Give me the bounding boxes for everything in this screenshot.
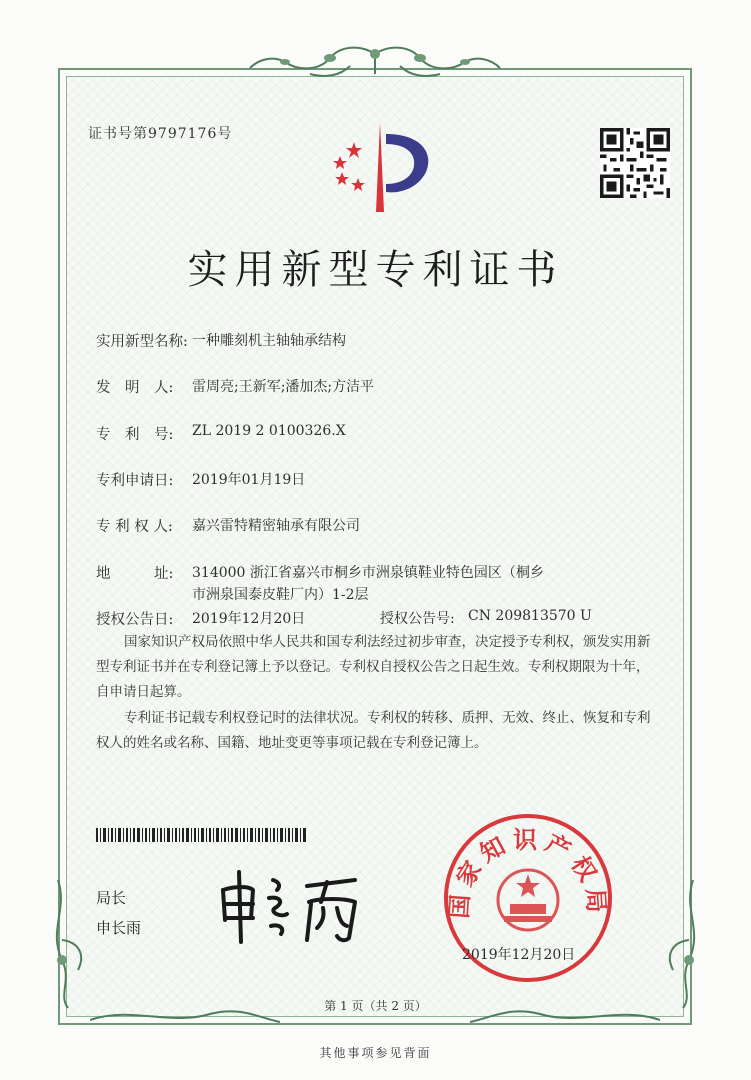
patent-office-logo-icon bbox=[322, 120, 440, 215]
legal-statement-text: 国家知识产权局依照中华人民共和国专利法经过初步审查，决定授予专利权，颁发实用新型专利证书并在专利登记簿上予以登记。专利权自授权公告之日起生效。专利权期限为十年，自申请日起算。 bbox=[96, 634, 651, 700]
certificate-number: 证书号第9797176号 bbox=[88, 126, 233, 142]
inventor-value: 雷周亮;王新军;潘加杰;方洁平 bbox=[192, 379, 375, 395]
utility-model-name-value: 一种雕刻机主轴轴承结构 bbox=[192, 333, 346, 349]
signature-icon bbox=[215, 868, 375, 948]
certificate-title: 实用新型专利证书 bbox=[187, 247, 564, 293]
grant-number-label: 授权公告号: bbox=[380, 611, 455, 627]
inventor-label: 发 明 人: bbox=[96, 380, 174, 396]
address-label: 地 址: bbox=[96, 566, 174, 582]
qr-code-icon bbox=[600, 128, 670, 198]
corner-ornament-icon bbox=[643, 880, 703, 1010]
application-date-value: 2019年01月19日 bbox=[192, 472, 306, 488]
seal-date: 2019年12月20日 bbox=[462, 947, 576, 963]
legal-status-text: 专利证书记载专利权登记时的法律状况。专利权的转移、质押、无效、终止、恢复和专利权人的姓名或名称、国籍、地址变更等事项记载在专利登记簿上。 bbox=[96, 710, 651, 751]
patent-number-value: ZL 2019 2 0100326.X bbox=[192, 423, 346, 439]
patentee-label: 专 利 权 人: bbox=[96, 519, 173, 535]
grant-date-value: 2019年12月20日 bbox=[192, 611, 306, 627]
director-title: 局长 bbox=[96, 889, 127, 907]
patentee-value: 嘉兴雷特精密轴承有限公司 bbox=[192, 518, 360, 534]
grant-number-value: CN 209813570 U bbox=[468, 608, 592, 624]
utility-model-name-label: 实用新型名称: bbox=[96, 334, 188, 350]
director-name: 申长雨 bbox=[96, 919, 142, 937]
barcode-icon bbox=[96, 828, 306, 842]
patent-number-label: 专 利 号: bbox=[96, 427, 174, 443]
address-line-2: 市洲泉国泰皮鞋厂内）1-2层 bbox=[192, 587, 369, 603]
top-ornament-icon bbox=[230, 44, 520, 86]
application-date-label: 专利申请日: bbox=[96, 473, 174, 489]
legal-status-paragraph bbox=[96, 706, 656, 756]
page-number: 第 1 页（共 2 页） bbox=[324, 999, 427, 1013]
legal-statement-paragraph bbox=[96, 630, 656, 705]
footer-note: 其他事项参见背面 bbox=[319, 1046, 432, 1060]
seal-text: 国家知识产权局 bbox=[445, 826, 611, 920]
address-line-1: 314000 浙江省嘉兴市桐乡市洲泉镇鞋业特色园区（桐乡 bbox=[192, 565, 544, 581]
grant-date-label: 授权公告日: bbox=[96, 612, 174, 628]
